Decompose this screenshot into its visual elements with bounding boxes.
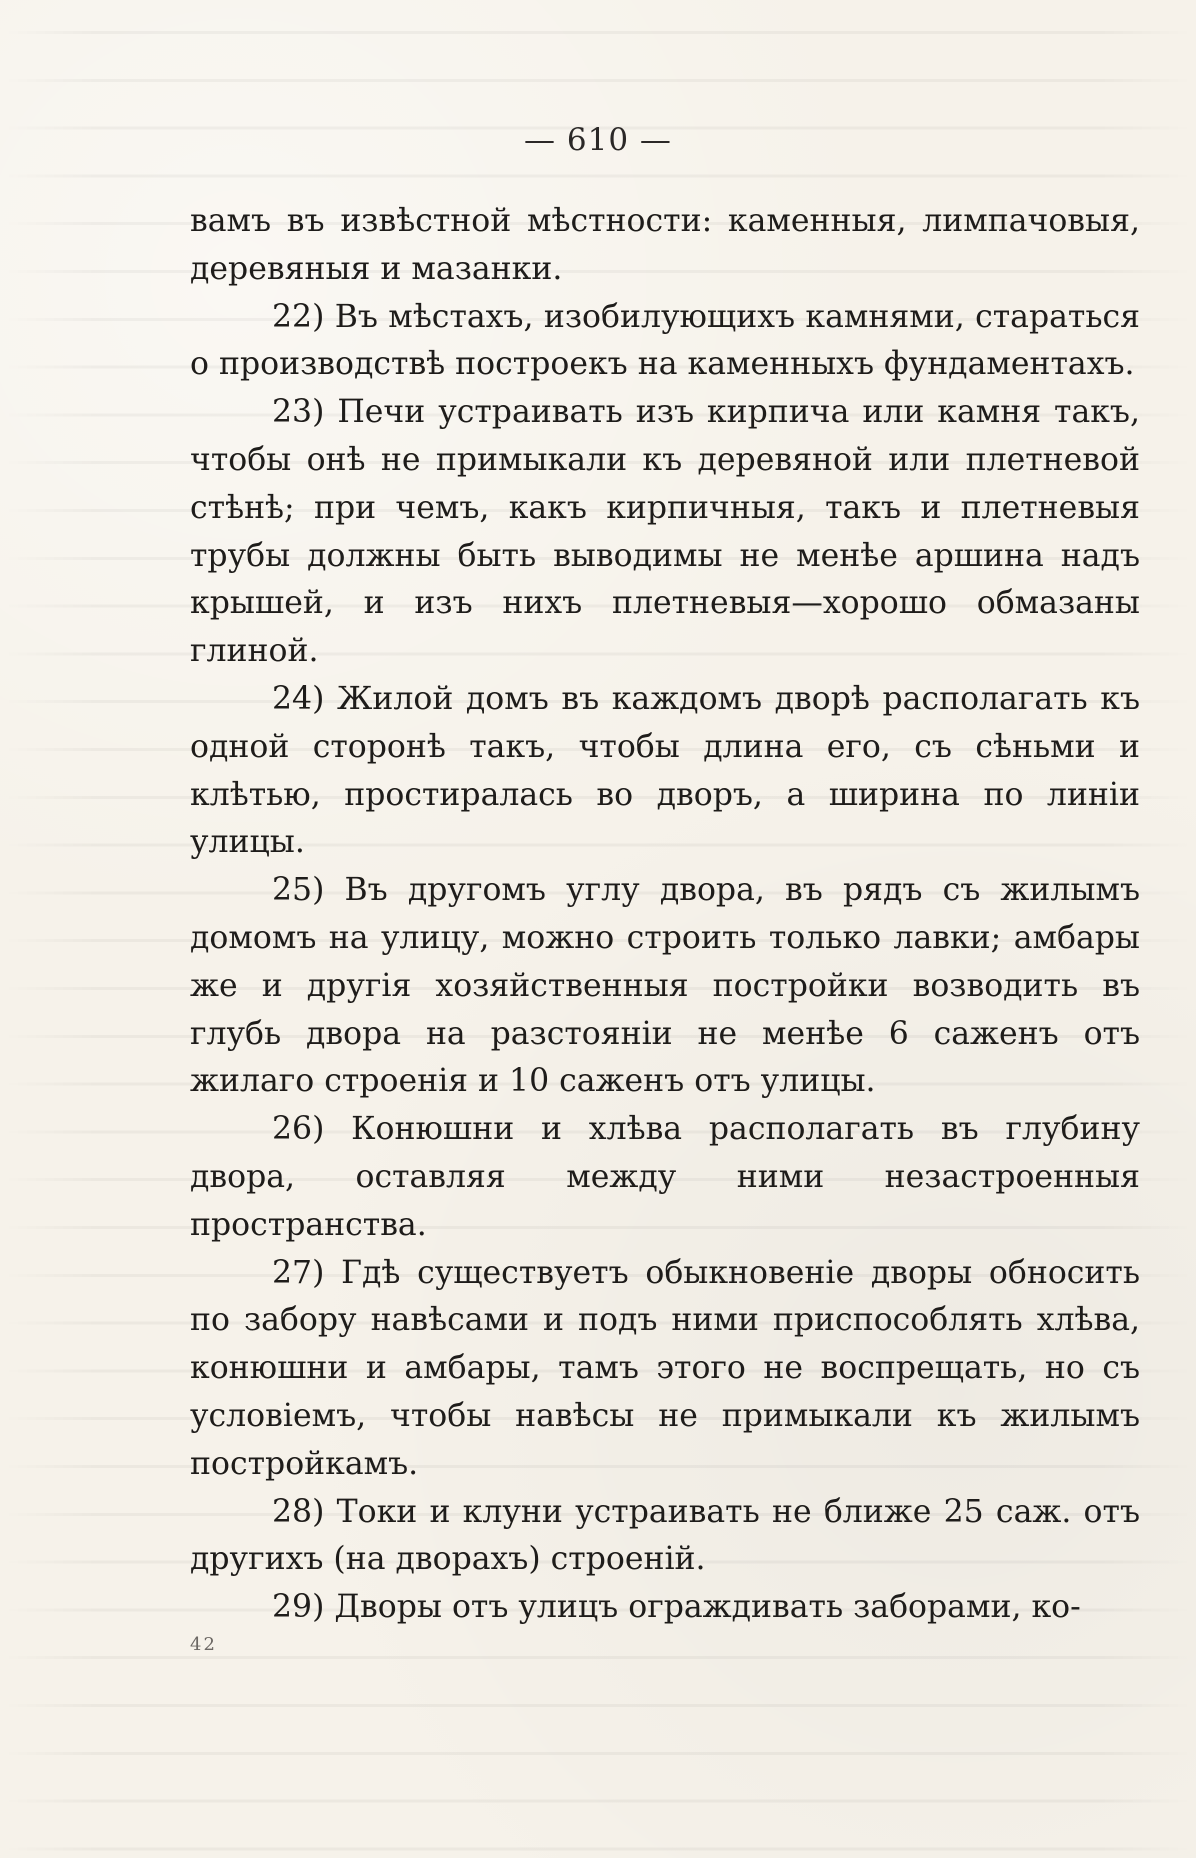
page-text bbox=[190, 198, 1140, 1628]
paragraph-26: 26) Конюшни и хлѣва располагать въ глубину двора, оставляя между ними незастроенныя пространства. bbox=[190, 1111, 1140, 1243]
paragraph-27: 27) Гдѣ существуетъ обыкновеніе дворы обносить по забору навѣсами и подъ ними приспособлять хлѣва, конюшни и амбары, тамъ этого не воспрещать, но съ условіемъ, чтобы навѣсы не примыкали къ жилымъ постройкамъ. bbox=[190, 1254, 1140, 1482]
paragraph-continuation: вамъ въ извѣстной мѣстности: каменныя, лимпачовыя, деревяныя и мазанки. bbox=[190, 203, 1140, 287]
paragraph-22: 22) Въ мѣстахъ, изобилующихъ камнями, стараться о производствѣ построекъ на каменныхъ фундаментахъ. bbox=[190, 298, 1140, 383]
paragraph-28: 28) Токи и клуни устраивать не ближе 25 саж. отъ другихъ (на дворахъ) строеній. bbox=[190, 1493, 1140, 1578]
paragraph-25: 25) Въ другомъ углу двора, въ рядъ съ жилымъ домомъ на улицу, можно строить только лавки; амбары же и другія хозяйственныя постройки возводить въ глубь двора на разстояніи не менѣе 6 саженъ отъ жилаго строенія и 10 саженъ отъ улицы. bbox=[190, 872, 1140, 1100]
page-number: — 610 — bbox=[524, 122, 672, 158]
paragraph-23: 23) Печи устраивать изъ кирпича или камня такъ, чтобы онѣ не примыкали къ деревяной или плетневой стѣнѣ; при чемъ, какъ кирпичныя, такъ и плетневыя трубы должны быть выводимы не менѣе аршина надъ крышей, и изъ нихъ плетневыя—хорошо обмазаны глиной. bbox=[190, 394, 1140, 670]
paragraph-24: 24) Жилой домъ въ каждомъ дворѣ располагать къ одной сторонѣ такъ, чтобы длина его, съ сѣньми и клѣтью, простиралась во дворъ, а ширина по линіи улицы. bbox=[190, 680, 1140, 861]
footer-mark: 42 bbox=[190, 1634, 217, 1655]
paragraph-29: 29) Дворы отъ улицъ ограждивать заборами, ко- bbox=[272, 1589, 1081, 1626]
